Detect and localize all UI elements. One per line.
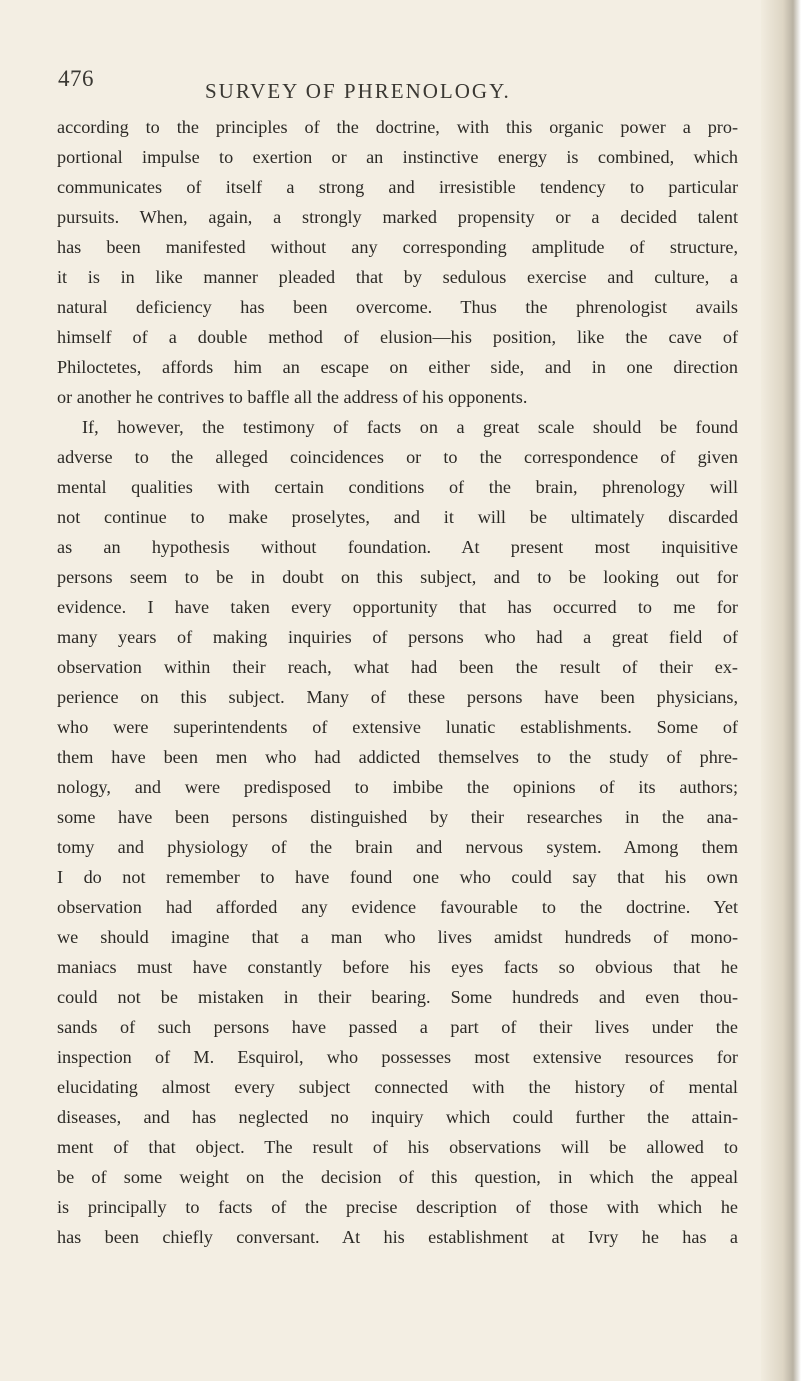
text-line: we should imagine that a man who lives amidst hundreds of mono- [57, 927, 738, 947]
running-title: SURVEY OF PHRENOLOGY. [205, 79, 511, 103]
text-line: diseases, and has neglected no inquiry which could further the attain- [57, 1107, 738, 1127]
text-line: is principally to facts of the precise description of those with which he [57, 1197, 738, 1217]
text-line: elucidating almost every subject connected with the history of mental [57, 1077, 738, 1097]
text-line: according to the principles of the doctrine, with this organic power a pro- [57, 117, 738, 137]
text-line: perience on this subject. Many of these persons have been physicians, [57, 687, 738, 707]
text-line: If, however, the testimony of facts on a great scale should be found [82, 417, 738, 437]
text-line: ment of that object. The result of his observations will be allowed to [57, 1137, 738, 1157]
text-line: nology, and were predisposed to imbibe the opinions of its authors; [57, 777, 738, 797]
text-line: has been chiefly conversant. At his establishment at Ivry he has a [57, 1227, 738, 1247]
text-line: I do not remember to have found one who could say that his own [57, 867, 738, 887]
text-line: has been manifested without any corresponding amplitude of structure, [57, 237, 738, 257]
text-line: mental qualities with certain conditions of the brain, phrenology will [57, 477, 738, 497]
text-line: communicates of itself a strong and irresistible tendency to particular [57, 177, 738, 197]
text-line: many years of making inquiries of persons who had a great field of [57, 627, 738, 647]
text-line: sands of such persons have passed a part of their lives under the [57, 1017, 738, 1037]
text-line: maniacs must have constantly before his eyes facts so obvious that he [57, 957, 738, 977]
text-line: observation had afforded any evidence favourable to the doctrine. Yet [57, 897, 738, 917]
page-number: 476 [58, 66, 94, 91]
text-line: be of some weight on the decision of this question, in which the appeal [57, 1167, 738, 1187]
text-line: observation within their reach, what had been the result of their ex- [57, 657, 738, 677]
text-line: pursuits. When, again, a strongly marked propensity or a decided talent [57, 207, 738, 227]
body-text [57, 112, 738, 1252]
text-line: himself of a double method of elusion—his position, like the cave of [57, 327, 738, 347]
text-line: some have been persons distinguished by their researches in the ana- [57, 807, 738, 827]
text-line: who were superintendents of extensive lunatic establishments. Some of [57, 717, 738, 737]
page-edge-shadow [761, 0, 801, 1381]
text-line: as an hypothesis without foundation. At present most inquisitive [57, 537, 738, 557]
text-line: evidence. I have taken every opportunity that has occurred to me for [57, 597, 738, 617]
text-line: adverse to the alleged coincidences or to the correspondence of given [57, 447, 738, 467]
text-line: inspection of M. Esquirol, who possesses most extensive resources for [57, 1047, 738, 1067]
text-line: portional impulse to exertion or an instinctive energy is combined, which [57, 147, 738, 167]
text-line: them have been men who had addicted themselves to the study of phre- [57, 747, 738, 767]
text-line: could not be mistaken in their bearing. Some hundreds and even thou- [57, 987, 738, 1007]
text-line: Philoctetes, affords him an escape on either side, and in one direction [57, 357, 738, 377]
text-line: natural deficiency has been overcome. Thus the phrenologist avails [57, 297, 738, 317]
text-line: it is in like manner pleaded that by sedulous exercise and culture, a [57, 267, 738, 287]
text-line: not continue to make proselytes, and it will be ultimately discarded [57, 507, 738, 527]
text-line: persons seem to be in doubt on this subject, and to be looking out for [57, 567, 738, 587]
text-line: or another he contrives to baffle all the address of his opponents. [57, 387, 528, 407]
text-line: tomy and physiology of the brain and nervous system. Among them [57, 837, 738, 857]
